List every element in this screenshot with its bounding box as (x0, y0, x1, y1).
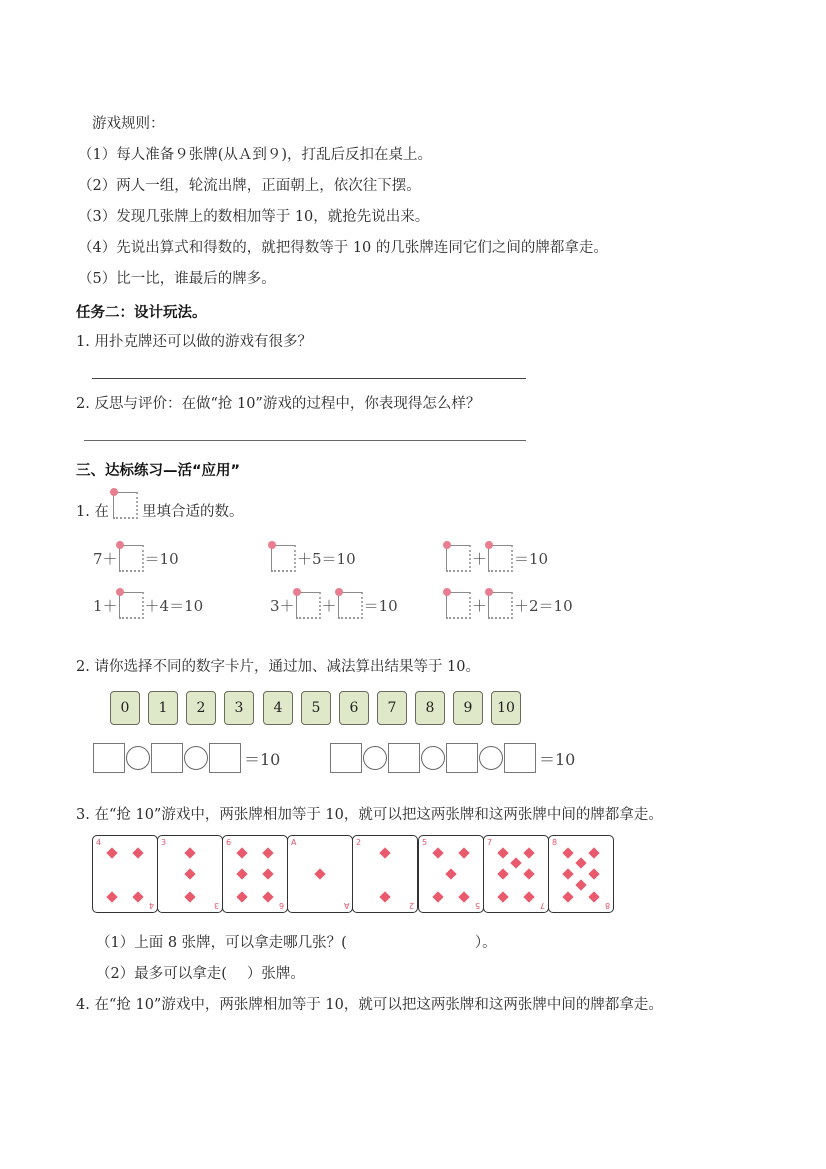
card-rank: 6 (226, 838, 232, 847)
number-card-10[interactable]: 10 (491, 691, 521, 725)
number-card-6[interactable]: 6 (339, 691, 369, 725)
diamond-pip-icon (184, 847, 195, 858)
diamond-pip-icon (445, 868, 456, 879)
diamond-pip-icon (588, 891, 599, 902)
diamond-pip-icon (588, 847, 599, 858)
answer-box[interactable] (271, 545, 296, 572)
answer-box[interactable] (119, 592, 144, 619)
diamond-pip-icon (262, 847, 273, 858)
pin-icon (443, 541, 451, 549)
diamond-pip-icon (132, 847, 143, 858)
diamond-pip-icon (262, 868, 273, 879)
operator-circle[interactable] (479, 746, 503, 770)
diamond-pip-icon (433, 891, 444, 902)
diamond-pip-icon (498, 868, 509, 879)
pin-icon (485, 588, 493, 596)
task2-heading: 任务二：设计玩法。 (76, 305, 207, 321)
answer-box[interactable] (446, 545, 471, 572)
rule-item-1: （1）每人准备９张牌(从Ａ到９)，打乱后反扣在桌上。 (78, 147, 433, 163)
pin-icon (116, 541, 124, 549)
diamond-pip-icon (523, 891, 534, 902)
blank-square[interactable] (209, 743, 241, 773)
diamond-pip-icon (523, 868, 534, 879)
diamond-pip-icon (107, 891, 118, 902)
number-card-4[interactable]: 4 (263, 691, 293, 725)
operator-circle[interactable] (421, 746, 445, 770)
card-rank: 5 (474, 901, 480, 910)
number-card-9[interactable]: 9 (453, 691, 483, 725)
diamond-pip-icon (433, 847, 444, 858)
answer-box[interactable] (488, 545, 513, 572)
operator-circle[interactable] (126, 746, 150, 770)
rule-item-2: （2）两人一组，轮流出牌，正面朝上，依次往下摆。 (78, 178, 421, 194)
expression-right: ＝10 (330, 743, 575, 773)
diamond-pip-icon (458, 847, 469, 858)
number-card-8[interactable]: 8 (415, 691, 445, 725)
card-rank: A (343, 901, 349, 910)
diamond-pip-icon (379, 847, 390, 858)
blank-square[interactable] (330, 743, 362, 773)
blank-square[interactable] (388, 743, 420, 773)
task2-question-1: 1. 用扑克牌还可以做的游戏有很多？ (76, 334, 312, 350)
diamond-pip-icon (563, 868, 574, 879)
q1-prefix: 1. 在 (76, 503, 109, 520)
equation-5: 3＋ ＋ ＝10 (269, 592, 399, 619)
diamond-pip-icon (575, 858, 586, 869)
pin-icon (116, 588, 124, 596)
playing-card-4[interactable] (92, 835, 158, 913)
answer-box[interactable] (488, 592, 513, 619)
answer-box[interactable] (338, 592, 363, 619)
section3-question-4: 4. 在“抢 10”游戏中，两张牌相加等于 10，就可以把这两张牌和这两张牌中间的牌都拿走。 (76, 997, 663, 1013)
example-box (113, 492, 138, 519)
pin-icon (485, 541, 493, 549)
q1-suffix: 里填合适的数。 (141, 503, 244, 520)
diamond-pip-icon (458, 891, 469, 902)
card-rank: 6 (278, 901, 284, 910)
number-card-1[interactable]: 1 (148, 691, 178, 725)
playing-card-2[interactable] (352, 835, 418, 913)
section3-question-1 (76, 498, 243, 525)
answer-box[interactable] (296, 592, 321, 619)
diamond-pip-icon (107, 847, 118, 858)
answer-box[interactable] (119, 545, 144, 572)
diamond-pip-icon (237, 847, 248, 858)
playing-card-A[interactable] (287, 835, 353, 913)
number-card-0[interactable]: 0 (110, 691, 140, 725)
diamond-pip-icon (523, 847, 534, 858)
card-rank: 3 (213, 901, 219, 910)
diamond-pip-icon (262, 891, 273, 902)
rule-item-5: （5）比一比，谁最后的牌多。 (78, 271, 276, 287)
card-rank: 7 (539, 901, 545, 910)
number-card-2[interactable]: 2 (186, 691, 216, 725)
card-rank: 3 (161, 838, 167, 847)
card-rank: 8 (604, 901, 610, 910)
rule-item-3: （3）发现几张牌上的数相加等于 10，就抢先说出来。 (78, 209, 430, 225)
diamond-pip-icon (563, 891, 574, 902)
q3-sub-2: （2）最多可以拿走( ）张牌。 (96, 966, 305, 982)
answer-line-2[interactable] (84, 440, 526, 441)
pin-icon (268, 541, 276, 549)
number-card-5[interactable]: 5 (301, 691, 331, 725)
playing-card-7[interactable] (483, 835, 549, 913)
section3-question-2: 2. 请你选择不同的数字卡片，通过加、减法算出结果等于 10。 (76, 659, 481, 675)
operator-circle[interactable] (363, 746, 387, 770)
playing-card-6[interactable] (222, 835, 288, 913)
card-rank: 5 (422, 838, 428, 847)
equation-6: ＋ ＋2＝10 (446, 592, 574, 619)
answer-line-1[interactable] (92, 378, 526, 379)
equation-2: ＋5＝10 (271, 545, 357, 572)
diamond-pip-icon (510, 858, 521, 869)
pin-icon (110, 488, 118, 496)
rules-title: 游戏规则： (92, 116, 165, 132)
playing-card-3[interactable] (157, 835, 223, 913)
diamond-pip-icon (314, 868, 325, 879)
card-rank: 4 (96, 838, 102, 847)
equation-3: ＋ ＝10 (446, 545, 549, 572)
diamond-pip-icon (498, 891, 509, 902)
answer-box[interactable] (446, 592, 471, 619)
card-rank: 4 (148, 901, 154, 910)
diamond-pip-icon (184, 891, 195, 902)
blank-square[interactable] (151, 743, 183, 773)
blank-square[interactable] (93, 743, 125, 773)
diamond-pip-icon (237, 891, 248, 902)
card-rank: 8 (552, 838, 558, 847)
card-rank: A (291, 838, 297, 847)
diamond-pip-icon (563, 847, 574, 858)
diamond-pip-icon (588, 868, 599, 879)
section3-question-3: 3. 在“抢 10”游戏中，两张牌相加等于 10，就可以把这两张牌和这两张牌中间的牌都拿走。 (76, 807, 663, 823)
operator-circle[interactable] (184, 746, 208, 770)
pin-icon (293, 588, 301, 596)
diamond-pip-icon (184, 868, 195, 879)
expression-left: ＝10 (93, 743, 280, 773)
number-card-3[interactable]: 3 (224, 691, 254, 725)
diamond-pip-icon (379, 891, 390, 902)
pin-icon (443, 588, 451, 596)
card-rank: 2 (408, 901, 414, 910)
diamond-pip-icon (498, 847, 509, 858)
blank-square[interactable] (446, 743, 478, 773)
rule-item-4: （4）先说出算式和得数的，就把得数等于 10 的几张牌连同它们之间的牌都拿走。 (78, 240, 608, 256)
diamond-pip-icon (237, 868, 248, 879)
equation-1: 7＋ ＝10 (92, 545, 180, 572)
card-rank: 2 (356, 838, 362, 847)
task2-question-2: 2. 反思与评价：在做“抢 10”游戏的过程中，你表现得怎么样？ (76, 396, 481, 412)
diamond-pip-icon (575, 879, 586, 890)
pin-icon (335, 588, 343, 596)
blank-square[interactable] (504, 743, 536, 773)
playing-card-5[interactable] (418, 835, 484, 913)
playing-card-8[interactable] (548, 835, 614, 913)
equation-4: 1＋ ＋4＝10 (92, 592, 204, 619)
number-card-7[interactable]: 7 (377, 691, 407, 725)
diamond-pip-icon (132, 891, 143, 902)
q3-sub-1: （1）上面 8 张牌，可以拿走哪几张？( ）。 (96, 935, 497, 951)
section3-heading: 三、达标练习—活“应用” (76, 463, 241, 479)
card-rank: 7 (487, 838, 493, 847)
